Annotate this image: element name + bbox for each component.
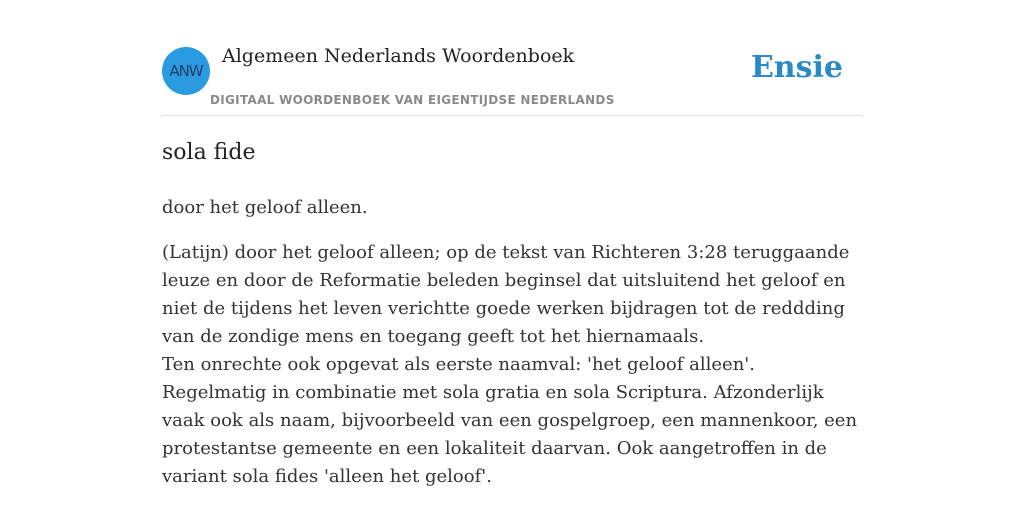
definition-paragraph: Ten onrechte ook opgevat als eerste naamval: 'het geloof alleen'. Regelmatig in combinatie met sola gratia en sola Scriptura. Afzonderlijk vaak ook als naam, bijvoorbeeld van een gospelgroep, een mannenkoor, een protestantse gemeente en een lokaliteit daarvan. Ook aangetroffen in de variant sola fides 'alleen het geloof'.	[162, 354, 858, 487]
header-divider	[162, 115, 862, 116]
definition-paragraph: (Latijn) door het geloof alleen; op de tekst van Richteren 3:28 teruggaande leuze en door de Reformatie beleden beginsel dat uitsluitend het geloof en niet de tijdens het leven verichtte goede werken bijdragen tot de reddding van de zondige mens en toegang geeft tot het hiernamaals.	[162, 242, 850, 347]
entry-headword: sola fide	[162, 140, 256, 165]
site-subtitle: DIGITAAL WOORDENBOEK VAN EIGENTIJDSE NEDERLANDS	[210, 93, 615, 107]
long-definition	[162, 239, 862, 491]
site-title[interactable]: Algemeen Nederlands Woordenboek	[222, 45, 575, 67]
anw-logo[interactable]: ANW	[162, 47, 210, 95]
short-definition: door het geloof alleen.	[162, 197, 368, 218]
ensie-brand-logo[interactable]: Ensie	[750, 50, 843, 85]
